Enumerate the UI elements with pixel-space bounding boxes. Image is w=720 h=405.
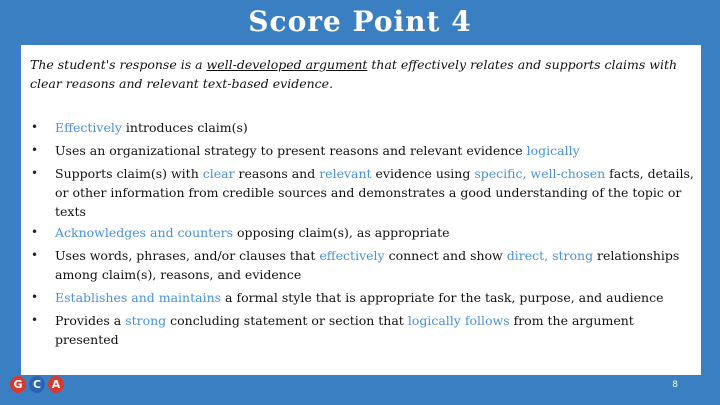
bullet-dot: • — [31, 225, 39, 239]
criteria-text: concluding statement or section that — [166, 313, 408, 328]
highlighted-text: effectively — [319, 248, 385, 263]
criteria-text: relationships among claim(s), reasons, and evidence — [55, 248, 680, 282]
bullet-dot: • — [31, 120, 39, 134]
intro-text — [30, 55, 690, 93]
criteria-text: Uses an organizational strategy to present reasons and relevant evidence — [55, 143, 527, 158]
criteria-text: Uses words, phrases, and/or clauses that — [55, 248, 320, 263]
logo-letter-a: A — [48, 376, 64, 393]
highlighted-text: direct, strong — [506, 248, 594, 263]
highlighted-text: specific, well-chosen — [474, 166, 606, 181]
highlighted-text: clear — [202, 166, 235, 181]
criteria-text: Supports claim(s) with — [55, 166, 203, 181]
criteria-text: introduces claim(s) — [121, 120, 248, 135]
highlighted-text: logically — [526, 143, 580, 158]
bullet-dot: • — [31, 248, 39, 262]
criteria-text: from the argument presented — [55, 313, 634, 347]
criteria-item — [31, 311, 695, 349]
highlighted-text: strong — [125, 313, 167, 328]
bullet-dot: • — [31, 290, 39, 304]
logo-letter-g: G — [10, 376, 26, 393]
criteria-text: a formal style that is appropriate for the task, purpose, and audience — [221, 290, 664, 305]
footer-bar — [0, 375, 720, 405]
criteria-item — [31, 164, 695, 221]
gca-logo — [10, 376, 64, 396]
slide-title: Score Point 4 — [248, 5, 472, 38]
criteria-item — [31, 288, 695, 307]
highlighted-text: relevant — [319, 166, 372, 181]
highlighted-text: logically follows — [407, 313, 510, 328]
criteria-text: Provides a — [55, 313, 126, 328]
criteria-text: facts, details, or other information from credible sources and demonstrates a good understanding of the topic or texts — [55, 166, 694, 219]
criteria-item — [31, 246, 695, 284]
criteria-text: evidence using — [371, 166, 475, 181]
content-panel — [21, 45, 701, 375]
criteria-item — [31, 141, 695, 160]
criteria-item — [31, 223, 695, 242]
bullet-dot: • — [31, 313, 39, 327]
criteria-text: opposing claim(s), as appropriate — [232, 225, 450, 240]
intro-before: The student's response is a — [30, 57, 207, 72]
highlighted-text: Establishes and maintains — [55, 290, 222, 305]
criteria-item — [31, 118, 695, 137]
highlighted-text: Acknowledges and counters — [55, 225, 233, 240]
criteria-text: connect and show — [384, 248, 507, 263]
highlighted-text: Effectively — [55, 120, 122, 135]
intro-underlined: well-developed argument — [206, 57, 368, 72]
intro-after: that effectively relates and supports claims with clear reasons and relevant text-based evidence. — [30, 57, 678, 91]
bullet-dot: • — [31, 166, 39, 180]
page-number: 8 — [672, 380, 678, 390]
logo-letter-c: C — [29, 376, 45, 393]
bullet-dot: • — [31, 143, 39, 157]
criteria-text: reasons and — [234, 166, 320, 181]
